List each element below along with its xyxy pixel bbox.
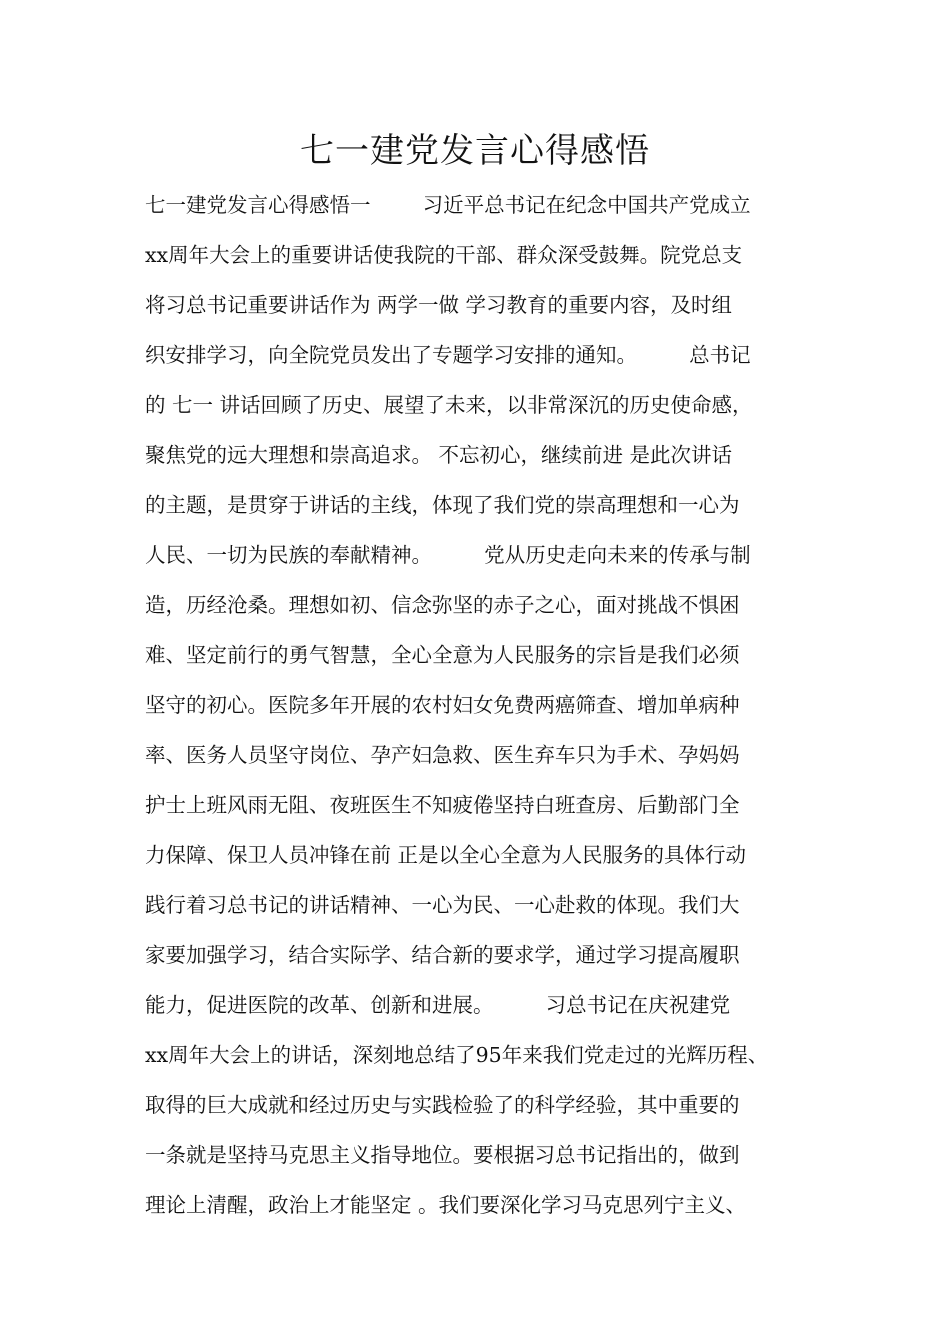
body-line: 人民、一切为民族的奉献精神。 党从历史走向未来的传承与制 bbox=[145, 543, 751, 567]
body-line: 取得的巨大成就和经过历史与实践检验了的科学经验，其中重要的 bbox=[145, 1093, 740, 1117]
body-line: 聚焦党的远大理想和崇高追求。 不忘初心，继续前进 是此次讲话 bbox=[145, 443, 733, 467]
body-line: 难、坚定前行的勇气智慧，全心全意为人民服务的宗旨是我们必须 bbox=[145, 643, 740, 667]
body-line: 护士上班风雨无阻、夜班医生不知疲倦坚持白班查房、后勤部门全 bbox=[145, 793, 740, 817]
document-title: 七一建党发言心得感悟 bbox=[300, 131, 650, 171]
body-line: 率、医务人员坚守岗位、孕产妇急救、医生弃车只为手术、孕妈妈 bbox=[145, 743, 740, 767]
body-line: 织安排学习，向全院党员发出了专题学习安排的通知。 总书记 bbox=[145, 343, 751, 367]
body-line: 一条就是坚持马克思主义指导地位。要根据习总书记指出的，做到 bbox=[145, 1143, 740, 1167]
body-line: 的 七一 讲话回顾了历史、展望了未来，以非常深沉的历史使命感， bbox=[145, 393, 753, 417]
body-line: 力保障、保卫人员冲锋在前 正是以全心全意为人民服务的具体行动 bbox=[145, 843, 747, 867]
body-line: 能力，促进医院的改革、创新和进展。 习总书记在庆祝建党 bbox=[145, 993, 731, 1017]
document-body bbox=[145, 180, 825, 1230]
body-line: 将习总书记重要讲话作为 两学一做 学习教育的重要内容，及时组 bbox=[145, 293, 733, 317]
body-line: 理论上清醒，政治上才能坚定 。我们要深化学习马克思列宁主义、 bbox=[145, 1193, 747, 1217]
body-line: 的主题，是贯穿于讲话的主线，体现了我们党的崇高理想和一心为 bbox=[145, 493, 740, 517]
body-line: xx周年大会上的讲话，深刻地总结了95年来我们党走过的光辉历程、 bbox=[145, 1043, 769, 1067]
body-line: 坚守的初心。医院多年开展的农村妇女免费两癌筛查、增加单病种 bbox=[145, 693, 740, 717]
body-line: 践行着习总书记的讲话精神、一心为民、一心赴救的体现。我们大 bbox=[145, 893, 740, 917]
body-line: 家要加强学习，结合实际学、结合新的要求学，通过学习提高履职 bbox=[145, 943, 740, 967]
body-line: xx周年大会上的重要讲话使我院的干部、群众深受鼓舞。院党总支 bbox=[145, 243, 743, 267]
body-line: 造，历经沧桑。理想如初、信念弥坚的赤子之心，面对挑战不惧困 bbox=[145, 593, 740, 617]
body-line: 七一建党发言心得感悟一 习近平总书记在纪念中国共产党成立 bbox=[145, 193, 751, 217]
